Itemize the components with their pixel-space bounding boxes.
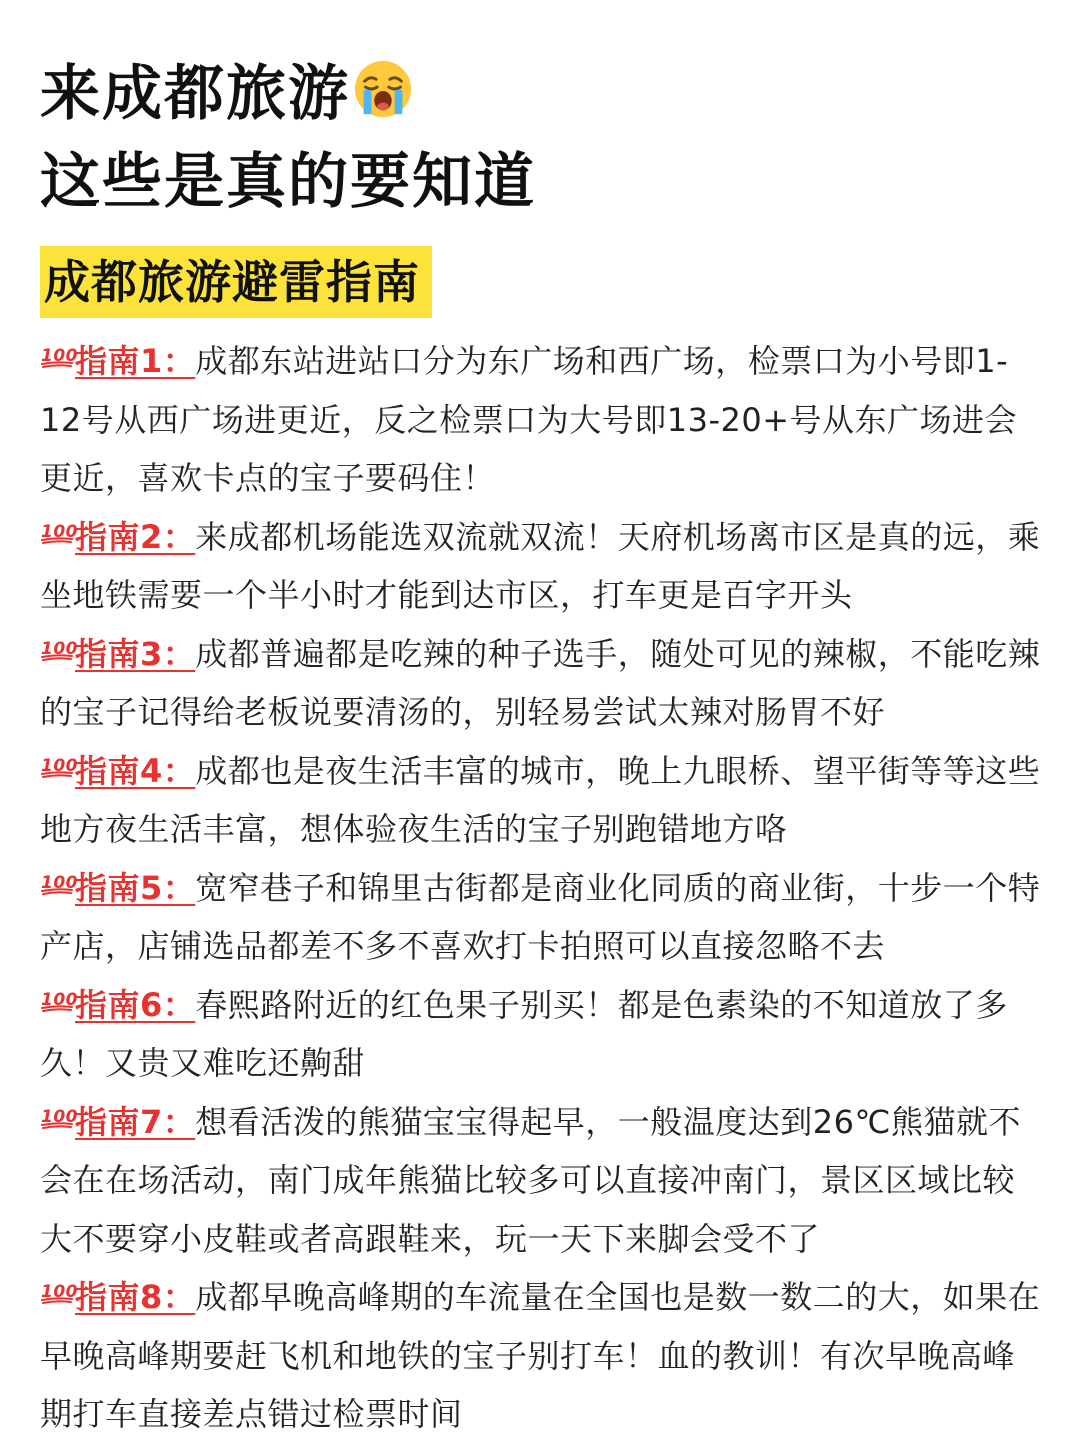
guide-label: 指南8： bbox=[75, 1278, 196, 1316]
title-line-1 bbox=[40, 50, 1044, 138]
svg-text:100: 100 bbox=[41, 872, 78, 893]
guide-text: 宽窄巷子和锦里古街都是商业化同质的商业街，十步一个特产店，店铺选品都差不多不喜欢打卡拍照可以直接忽略不去 bbox=[40, 868, 1041, 965]
loudly-crying-face-icon bbox=[352, 58, 414, 120]
subheading: 成都旅游避雷指南 bbox=[40, 246, 432, 318]
guide-item-1 bbox=[40, 332, 1044, 508]
guide-label: 指南2： bbox=[75, 517, 196, 556]
subheading-wrap bbox=[40, 246, 1044, 318]
title-line-2: 这些是真的要知道 bbox=[40, 147, 536, 217]
guide-label: 指南7： bbox=[75, 1102, 196, 1141]
guide-text: 来成都机场能选双流就双流！天府机场离市区是真的远，乘坐地铁需要一个半小时才能到达市区，打车更是百字开头 bbox=[40, 517, 1041, 614]
hundred-points-icon bbox=[40, 518, 78, 544]
guide-item-2 bbox=[40, 508, 1044, 625]
hundred-points-icon bbox=[40, 1278, 78, 1304]
svg-text:100: 100 bbox=[41, 1106, 78, 1127]
guide-label: 指南3： bbox=[75, 634, 196, 673]
guide-text: 想看活泼的熊猫宝宝得起早，一般温度达到26℃熊猫就不会在在场活动，南门成年熊猫比较多可以直接冲南门，景区区域比较大不要穿小皮鞋或者高跟鞋来，玩一天下来脚会受不了 bbox=[40, 1102, 1021, 1258]
svg-text:100: 100 bbox=[41, 346, 78, 366]
guide-text: 成都早晚高峰期的车流量在全国也是数一数二的大，如果在早晚高峰期要赶飞机和地铁的宝子别打车！血的教训！有次早晚高峰期打车直接差点错过检票时间 bbox=[40, 1278, 1041, 1433]
guide-label: 指南4： bbox=[75, 751, 196, 790]
guide-text: 成都普遍都是吃辣的种子选手，随处可见的辣椒，不能吃辣的宝子记得给老板说要清汤的，别轻易尝试太辣对肠胃不好 bbox=[40, 634, 1041, 731]
svg-text:100: 100 bbox=[41, 1282, 78, 1302]
guide-text: 成都东站进站口分为东广场和西广场，检票口为小号即1-12号从西广场进更近，反之检票口为大号即13-20+号从东广场进会更近，喜欢卡点的宝子要码住！ bbox=[40, 342, 1018, 497]
guide-text: 成都也是夜生活丰富的城市，晚上九眼桥、望平街等等这些地方夜生活丰富，想体验夜生活的宝子别跑错地方咯 bbox=[40, 751, 1041, 848]
guide-label: 指南6： bbox=[75, 985, 196, 1024]
title-line-1-text: 来成都旅游 bbox=[40, 59, 350, 129]
guide-item-7 bbox=[40, 1093, 1044, 1269]
svg-text:100: 100 bbox=[41, 989, 78, 1010]
page-title bbox=[40, 50, 1044, 226]
svg-text:100: 100 bbox=[41, 638, 78, 659]
guide-label: 指南1： bbox=[75, 342, 196, 380]
guide-label: 指南5： bbox=[75, 868, 196, 907]
hundred-points-icon bbox=[40, 342, 78, 368]
guide-item-8 bbox=[40, 1268, 1044, 1444]
hundred-points-icon bbox=[40, 635, 78, 661]
guide-item-3 bbox=[40, 625, 1044, 742]
guide-item-4 bbox=[40, 742, 1044, 859]
hundred-points-icon bbox=[40, 1103, 78, 1129]
guide-text: 春熙路附近的红色果子别买！都是色素染的不知道放了多久！又贵又难吃还齁甜 bbox=[40, 985, 1008, 1082]
hundred-points-icon bbox=[40, 869, 78, 895]
hundred-points-icon bbox=[40, 986, 78, 1012]
svg-text:100: 100 bbox=[41, 755, 78, 776]
guide-item-6 bbox=[40, 976, 1044, 1093]
hundred-points-icon bbox=[40, 752, 78, 778]
svg-text:100: 100 bbox=[41, 521, 78, 542]
guide-list bbox=[40, 332, 1044, 1444]
guide-item-5 bbox=[40, 859, 1044, 976]
